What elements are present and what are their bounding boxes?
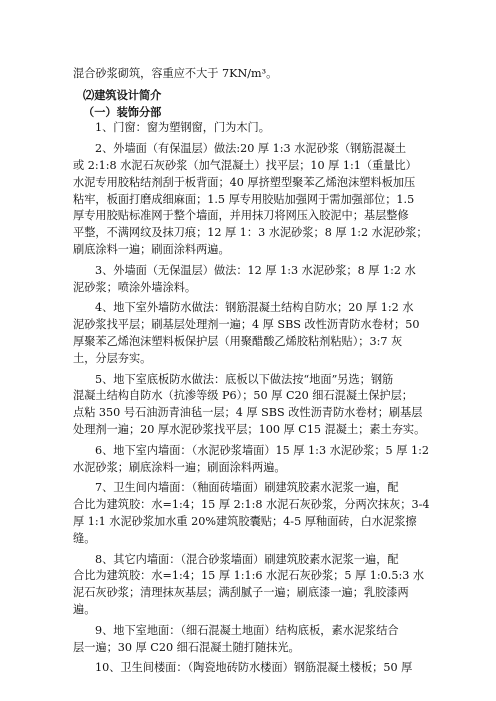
paragraph-line: 2、外墙面（有保温层）做法:20 厚 1:3 水泥砂浆（钢筋混凝土: [95, 142, 407, 156]
section-heading: ⑵建筑设计简介: [83, 87, 162, 102]
paragraph-line: 厚聚苯乙烯泡沫塑料板保护层（用聚醋酸乙烯胶粘剂粘贴）；3:7 灰: [73, 334, 403, 348]
paragraph-line: 3、外墙面（无保温层）做法：12 厚 1:3 水泥砂浆；8 厚 1:2 水: [95, 263, 416, 277]
paragraph: [73, 660, 444, 677]
paragraph-line: 5、地下室底板防水做法：底板以下做法按“地面”另选；钢筋: [95, 372, 394, 386]
paragraph-line: 合比为建筑胶：水=1:4；15 厚 1:1:6 水泥石灰砂浆；5 厚 1:0.5:3 水: [73, 569, 425, 583]
paragraph-line: 泥石灰砂浆；清理抹灰基层；满刮腻子一遍；刷底漆一遍；乳胶漆两: [73, 586, 409, 600]
paragraph-line: 厚 1:1 水泥砂浆加水重 20%建筑胶囊贴；4-5 厚釉面砖，白水泥浆擦: [73, 514, 417, 528]
paragraph-line: 水泥专用胶粘结剂刮于板背面；40 厚挤塑型聚苯乙烯泡沫塑料板加压: [73, 175, 416, 189]
paragraph-line: 缝。: [73, 531, 96, 545]
paragraph-line: 泥砂浆；喷涂外墙涂料。: [73, 280, 197, 294]
paragraph-line: 4、地下室外墙防水做法：钢筋混凝土结构自防水；20 厚 1:2 水: [95, 301, 414, 315]
paragraph: [73, 623, 444, 657]
paragraph-line: 合比为建筑胶：水=1:4；15 厚 2:1:8 水泥石灰砂浆，分两次抹灰；3-4: [73, 498, 430, 512]
paragraph-line: 水泥砂浆；刷底涂料一遍；刷面涂料两遍。: [73, 460, 286, 474]
paragraph: [73, 443, 444, 477]
paragraph-line: 泥砂浆找平层；刷基层处理剂一遍；4 厚 SBS 改性沥青防水卷材；50: [73, 318, 420, 332]
paragraph-line: 层一遍；30 厚 C20 细石混凝土随打随抹光。: [73, 640, 300, 654]
paragraph: [73, 480, 444, 547]
paragraph-list: [73, 120, 444, 677]
paragraph: [73, 552, 444, 619]
paragraph-line: 混凝土结构自防水（抗渗等级 P6）；50 厚 C20 细石混凝土保护层；: [73, 389, 413, 403]
paragraph: [73, 141, 444, 259]
paragraph: [73, 263, 444, 297]
paragraph-line: 厚专用胶贴标准网于整个墙面，并用抹刀将网压入胶泥中；基层整修: [73, 209, 409, 223]
paragraph-line: 粘牢，板面打磨成细麻面；1.5 厚专用胶贴加强网于需加强部位；1.5: [73, 192, 415, 206]
paragraph-line: 土，分层夯实。: [73, 351, 152, 365]
paragraph-line: 遍。: [73, 602, 96, 616]
paragraph-line: 或 2:1:8 水泥石灰砂浆（加气混凝土）找平层；10 厚 1:1（重量比）: [73, 158, 417, 172]
paragraph-line: 6、地下室内墙面：（水泥砂浆墙面）15 厚 1:3 水泥砂浆；5 厚 1:2: [95, 443, 429, 457]
paragraph-line: 10、卫生间楼面：（陶瓷地砖防水楼面）钢筋混凝土楼板；50 厚: [95, 661, 413, 675]
paragraph-line: 1、门窗：窗为塑钢窗，门为木门。: [95, 121, 270, 135]
paragraph: [73, 120, 444, 137]
paragraph-line: 9、地下室地面：（细石混凝土地面）结构底板，素水泥浆结合: [95, 623, 399, 637]
subsection-heading: （一）装饰分部: [83, 104, 162, 119]
paragraph-line: 刷底涂料一遍；刷面涂料两遍。: [73, 242, 230, 256]
paragraph: [73, 372, 444, 439]
paragraph: [73, 300, 444, 367]
paragraph-line: 处理剂一遍；20 厚水泥砂浆找平层；100 厚 C15 混凝土；素土夯实。: [73, 422, 426, 436]
paragraph-line: 7、卫生间内墙面：（釉面砖墙面）刷建筑胶素水泥浆一遍，配: [95, 481, 399, 495]
paragraph-line: 8、其它内墙面：（混合砂浆墙面）刷建筑胶素水泥浆一遍，配: [95, 552, 399, 566]
intro-line: 混合砂浆砌筑，容重应不大于 7KN/m³。: [73, 67, 278, 80]
paragraph-line: 平整，不满网纹及抹刀痕；12 厚 1：3 水泥砂浆；8 厚 1:2 水泥砂浆；: [73, 226, 428, 240]
paragraph-line: 点粘 350 号石油沥青油毡一层；4 厚 SBS 改性沥青防水卷材；刷基层: [73, 406, 423, 420]
